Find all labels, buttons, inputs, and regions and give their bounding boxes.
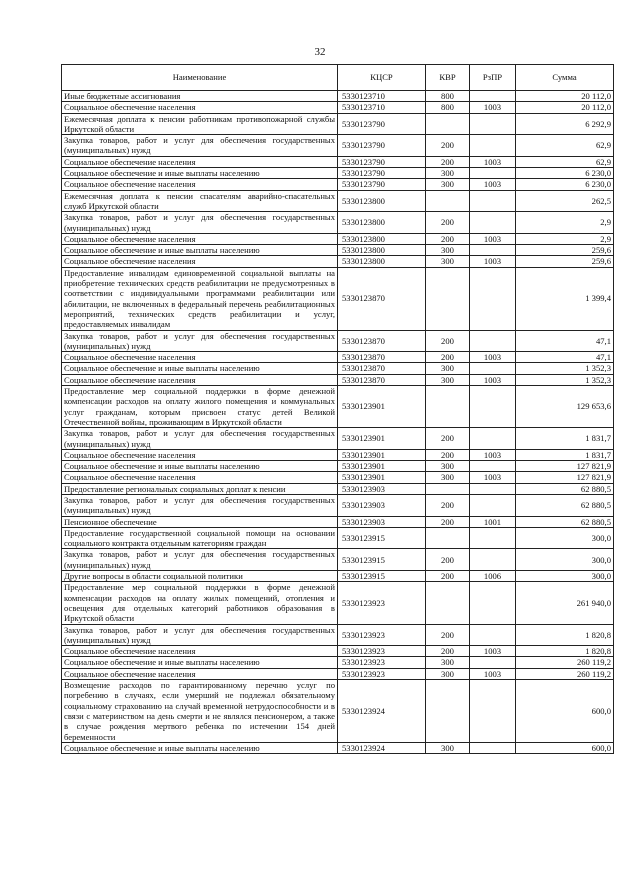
row-kvr-cell <box>426 113 470 135</box>
row-kcsr-cell: 5330123915 <box>338 527 426 549</box>
table-row <box>62 190 614 212</box>
row-kvr-cell: 200 <box>426 516 470 527</box>
table-row <box>62 386 614 428</box>
row-rzpr-cell: 1003 <box>470 179 516 190</box>
header-kcsr: КЦСР <box>338 65 426 91</box>
row-rzpr-cell: 1003 <box>470 472 516 483</box>
header-kvr: КВР <box>426 65 470 91</box>
row-kvr-cell <box>426 527 470 549</box>
row-name-cell: Социальное обеспечение и иные выплаты населению <box>62 742 338 753</box>
row-kcsr-cell: 5330123901 <box>338 428 426 450</box>
row-rzpr-cell <box>470 582 516 624</box>
row-sum-cell: 127 821,9 <box>516 461 614 472</box>
row-rzpr-cell <box>470 680 516 743</box>
row-kvr-cell <box>426 680 470 743</box>
row-rzpr-cell <box>470 190 516 212</box>
table-row <box>62 113 614 135</box>
table-row <box>62 91 614 102</box>
row-kvr-cell: 200 <box>426 156 470 167</box>
table-row <box>62 449 614 460</box>
table-row <box>62 494 614 516</box>
row-name-cell: Социальное обеспечение населения <box>62 646 338 657</box>
row-kcsr-cell: 5330123790 <box>338 135 426 157</box>
row-kcsr-cell: 5330123915 <box>338 571 426 582</box>
row-rzpr-cell <box>470 168 516 179</box>
row-name-cell: Социальное обеспечение и иные выплаты населению <box>62 461 338 472</box>
row-kcsr-cell: 5330123790 <box>338 168 426 179</box>
row-name-cell: Социальное обеспечение и иные выплаты населению <box>62 168 338 179</box>
row-rzpr-cell: 1003 <box>470 374 516 385</box>
row-sum-cell: 127 821,9 <box>516 472 614 483</box>
row-rzpr-cell <box>470 245 516 256</box>
row-kcsr-cell: 5330123800 <box>338 190 426 212</box>
row-name-cell: Закупка товаров, работ и услуг для обеспечения государственных (муниципальных) нужд <box>62 624 338 646</box>
row-kvr-cell: 800 <box>426 102 470 113</box>
row-rzpr-cell: 1006 <box>470 571 516 582</box>
table-row <box>62 483 614 494</box>
row-rzpr-cell <box>470 91 516 102</box>
row-kvr-cell: 300 <box>426 472 470 483</box>
row-kcsr-cell: 5330123710 <box>338 91 426 102</box>
row-name-cell: Социальное обеспечение населения <box>62 668 338 679</box>
row-kcsr-cell: 5330123903 <box>338 516 426 527</box>
row-name-cell: Закупка товаров, работ и услуг для обеспечения государственных (муниципальных) нужд <box>62 330 338 352</box>
row-sum-cell: 6 230,0 <box>516 179 614 190</box>
row-sum-cell: 600,0 <box>516 742 614 753</box>
row-kcsr-cell: 5330123870 <box>338 374 426 385</box>
row-rzpr-cell: 1003 <box>470 352 516 363</box>
table-row <box>62 742 614 753</box>
row-name-cell: Социальное обеспечение населения <box>62 472 338 483</box>
row-kcsr-cell: 5330123901 <box>338 449 426 460</box>
row-sum-cell: 259,6 <box>516 245 614 256</box>
row-name-cell: Предоставление мер социальной поддержки в форме денежной компенсации расходов на оплату жилого помещения и коммунальных услуг гражданам, которым присвоен статус детей Великой Отечественной войны, проживающим в Иркутской области <box>62 386 338 428</box>
row-kcsr-cell: 5330123790 <box>338 156 426 167</box>
row-kvr-cell: 300 <box>426 374 470 385</box>
row-rzpr-cell <box>470 624 516 646</box>
row-kvr-cell: 200 <box>426 135 470 157</box>
row-name-cell: Закупка товаров, работ и услуг для обеспечения государственных (муниципальных) нужд <box>62 135 338 157</box>
row-kvr-cell <box>426 582 470 624</box>
row-name-cell: Другие вопросы в области социальной политики <box>62 571 338 582</box>
row-name-cell: Пенсионное обеспечение <box>62 516 338 527</box>
table-row <box>62 330 614 352</box>
row-kcsr-cell: 5330123800 <box>338 245 426 256</box>
row-kcsr-cell: 5330123923 <box>338 624 426 646</box>
row-kvr-cell: 200 <box>426 549 470 571</box>
row-sum-cell: 261 940,0 <box>516 582 614 624</box>
table-row <box>62 461 614 472</box>
row-rzpr-cell <box>470 527 516 549</box>
row-kcsr-cell: 5330123903 <box>338 494 426 516</box>
row-rzpr-cell: 1003 <box>470 156 516 167</box>
row-kcsr-cell: 5330123923 <box>338 582 426 624</box>
row-sum-cell: 2,9 <box>516 233 614 244</box>
row-rzpr-cell: 1001 <box>470 516 516 527</box>
row-kcsr-cell: 5330123901 <box>338 386 426 428</box>
row-name-cell: Социальное обеспечение населения <box>62 233 338 244</box>
row-kvr-cell: 200 <box>426 233 470 244</box>
row-sum-cell: 47,1 <box>516 352 614 363</box>
row-kvr-cell: 200 <box>426 212 470 234</box>
row-kcsr-cell: 5330123924 <box>338 680 426 743</box>
row-name-cell: Предоставление мер социальной поддержки в форме денежной компенсации расходов на оплату жилых помещений, отопления и освещения для отдельных категорий работников образования в Иркутской области <box>62 582 338 624</box>
table-row <box>62 516 614 527</box>
header-name: Наименование <box>62 65 338 91</box>
row-sum-cell: 1 831,7 <box>516 428 614 450</box>
row-rzpr-cell <box>470 386 516 428</box>
row-name-cell: Ежемесячная доплата к пенсии спасателям аварийно-спасательных служб Иркутской области <box>62 190 338 212</box>
row-name-cell: Закупка товаров, работ и услуг для обеспечения государственных (муниципальных) нужд <box>62 549 338 571</box>
row-kvr-cell: 200 <box>426 352 470 363</box>
budget-table <box>61 64 614 754</box>
table-row <box>62 527 614 549</box>
row-rzpr-cell <box>470 363 516 374</box>
row-name-cell: Социальное обеспечение и иные выплаты населению <box>62 657 338 668</box>
table-row <box>62 657 614 668</box>
row-kvr-cell: 300 <box>426 668 470 679</box>
row-kvr-cell: 200 <box>426 646 470 657</box>
row-rzpr-cell <box>470 113 516 135</box>
table-row <box>62 245 614 256</box>
row-sum-cell: 62 880,5 <box>516 483 614 494</box>
row-sum-cell: 20 112,0 <box>516 102 614 113</box>
row-sum-cell: 6 230,0 <box>516 168 614 179</box>
table-row <box>62 352 614 363</box>
row-sum-cell: 1 820,8 <box>516 624 614 646</box>
row-sum-cell: 1 352,3 <box>516 363 614 374</box>
row-sum-cell: 300,0 <box>516 527 614 549</box>
row-rzpr-cell <box>470 742 516 753</box>
table-header-row <box>62 65 614 91</box>
table-row <box>62 680 614 743</box>
row-name-cell: Ежемесячная доплата к пенсии работникам противопожарной службы Иркутской области <box>62 113 338 135</box>
table-row <box>62 571 614 582</box>
row-kvr-cell: 800 <box>426 91 470 102</box>
table-row <box>62 668 614 679</box>
row-sum-cell: 259,6 <box>516 256 614 267</box>
row-name-cell: Социальное обеспечение населения <box>62 449 338 460</box>
row-kcsr-cell: 5330123870 <box>338 352 426 363</box>
row-name-cell: Закупка товаров, работ и услуг для обеспечения государственных (муниципальных) нужд <box>62 428 338 450</box>
row-kvr-cell: 300 <box>426 461 470 472</box>
row-kvr-cell <box>426 483 470 494</box>
row-kvr-cell: 200 <box>426 449 470 460</box>
row-sum-cell: 1 820,8 <box>516 646 614 657</box>
row-name-cell: Закупка товаров, работ и услуг для обеспечения государственных (муниципальных) нужд <box>62 212 338 234</box>
row-rzpr-cell <box>470 330 516 352</box>
row-kvr-cell <box>426 386 470 428</box>
table-body <box>62 91 614 754</box>
table-row <box>62 582 614 624</box>
table-row <box>62 102 614 113</box>
row-kcsr-cell: 5330123901 <box>338 461 426 472</box>
row-sum-cell: 62,9 <box>516 156 614 167</box>
row-rzpr-cell <box>470 212 516 234</box>
table-row <box>62 646 614 657</box>
row-kcsr-cell: 5330123870 <box>338 267 426 330</box>
row-name-cell: Предоставление региональных социальных доплат к пенсии <box>62 483 338 494</box>
table-row <box>62 549 614 571</box>
row-sum-cell: 262,5 <box>516 190 614 212</box>
row-sum-cell: 600,0 <box>516 680 614 743</box>
row-kcsr-cell: 5330123923 <box>338 657 426 668</box>
row-sum-cell: 260 119,2 <box>516 657 614 668</box>
table-row <box>62 374 614 385</box>
row-name-cell: Социальное обеспечение населения <box>62 374 338 385</box>
row-kvr-cell <box>426 190 470 212</box>
row-kvr-cell <box>426 267 470 330</box>
page-number: 32 <box>314 46 326 58</box>
row-sum-cell: 1 399,4 <box>516 267 614 330</box>
row-name-cell: Социальное обеспечение и иные выплаты населению <box>62 363 338 374</box>
row-kcsr-cell: 5330123790 <box>338 179 426 190</box>
row-sum-cell: 6 292,9 <box>516 113 614 135</box>
table-row <box>62 363 614 374</box>
row-sum-cell: 20 112,0 <box>516 91 614 102</box>
table-row <box>62 472 614 483</box>
table-row <box>62 212 614 234</box>
table-row <box>62 233 614 244</box>
row-kvr-cell: 200 <box>426 571 470 582</box>
row-kcsr-cell: 5330123915 <box>338 549 426 571</box>
row-sum-cell: 62 880,5 <box>516 516 614 527</box>
row-name-cell: Закупка товаров, работ и услуг для обеспечения государственных (муниципальных) нужд <box>62 494 338 516</box>
row-name-cell: Социальное обеспечение населения <box>62 102 338 113</box>
row-rzpr-cell <box>470 494 516 516</box>
row-kcsr-cell: 5330123800 <box>338 212 426 234</box>
row-rzpr-cell: 1003 <box>470 646 516 657</box>
table-row <box>62 256 614 267</box>
row-rzpr-cell: 1003 <box>470 449 516 460</box>
table-row <box>62 179 614 190</box>
table-row <box>62 168 614 179</box>
row-name-cell: Социальное обеспечение населения <box>62 352 338 363</box>
row-rzpr-cell: 1003 <box>470 256 516 267</box>
row-rzpr-cell: 1003 <box>470 233 516 244</box>
table-row <box>62 267 614 330</box>
row-kvr-cell: 300 <box>426 657 470 668</box>
row-sum-cell: 260 119,2 <box>516 668 614 679</box>
row-kcsr-cell: 5330123901 <box>338 472 426 483</box>
row-kcsr-cell: 5330123790 <box>338 113 426 135</box>
row-kvr-cell: 300 <box>426 256 470 267</box>
row-rzpr-cell <box>470 135 516 157</box>
row-rzpr-cell <box>470 428 516 450</box>
row-sum-cell: 62,9 <box>516 135 614 157</box>
row-sum-cell: 300,0 <box>516 549 614 571</box>
row-kcsr-cell: 5330123710 <box>338 102 426 113</box>
header-sum: Сумма <box>516 65 614 91</box>
row-rzpr-cell <box>470 549 516 571</box>
row-name-cell: Социальное обеспечение населения <box>62 156 338 167</box>
row-kcsr-cell: 5330123870 <box>338 363 426 374</box>
row-sum-cell: 129 653,6 <box>516 386 614 428</box>
row-kvr-cell: 300 <box>426 179 470 190</box>
row-kcsr-cell: 5330123800 <box>338 233 426 244</box>
row-kvr-cell: 200 <box>426 494 470 516</box>
table-row <box>62 624 614 646</box>
row-kcsr-cell: 5330123903 <box>338 483 426 494</box>
row-kcsr-cell: 5330123923 <box>338 668 426 679</box>
row-sum-cell: 1 352,3 <box>516 374 614 385</box>
row-rzpr-cell: 1003 <box>470 102 516 113</box>
row-name-cell: Социальное обеспечение и иные выплаты населению <box>62 245 338 256</box>
row-name-cell: Предоставление государственной социальной помощи на основании социального контракта отдельным категориям граждан <box>62 527 338 549</box>
table-row <box>62 135 614 157</box>
row-rzpr-cell <box>470 483 516 494</box>
row-kvr-cell: 300 <box>426 742 470 753</box>
row-kcsr-cell: 5330123923 <box>338 646 426 657</box>
row-rzpr-cell: 1003 <box>470 668 516 679</box>
row-kvr-cell: 200 <box>426 330 470 352</box>
row-rzpr-cell <box>470 657 516 668</box>
row-kcsr-cell: 5330123870 <box>338 330 426 352</box>
row-name-cell: Предоставление инвалидам единовременной социальной выплаты на приобретение технических средств реабилитации не предусмотренных в соответствии с индивидуальными программами реабилитации или абилитации, не включенных в федеральный перечень реабилитационных мероприятий, технических средств реабилитации и услуг, предоставляемых инвалидам <box>62 267 338 330</box>
row-sum-cell: 2,9 <box>516 212 614 234</box>
row-rzpr-cell <box>470 267 516 330</box>
row-kcsr-cell: 5330123924 <box>338 742 426 753</box>
row-name-cell: Социальное обеспечение населения <box>62 179 338 190</box>
row-name-cell: Иные бюджетные ассигнования <box>62 91 338 102</box>
table-row <box>62 156 614 167</box>
row-sum-cell: 1 831,7 <box>516 449 614 460</box>
row-sum-cell: 62 880,5 <box>516 494 614 516</box>
row-rzpr-cell <box>470 461 516 472</box>
table-row <box>62 428 614 450</box>
row-kvr-cell: 200 <box>426 428 470 450</box>
row-name-cell: Социальное обеспечение населения <box>62 256 338 267</box>
row-kcsr-cell: 5330123800 <box>338 256 426 267</box>
row-sum-cell: 47,1 <box>516 330 614 352</box>
row-kvr-cell: 300 <box>426 363 470 374</box>
row-name-cell: Возмещение расходов по гарантированному перечню услуг по погребению в случаях, если умерший не подлежал обязательному социальному страхованию на случай временной нетрудоспособности и в связи с материнством на день смерти и не являлся пенсионером, а также в случае рождения мертвого ребенка по истечении 154 дней беременности <box>62 680 338 743</box>
row-kvr-cell: 200 <box>426 624 470 646</box>
row-sum-cell: 300,0 <box>516 571 614 582</box>
row-kvr-cell: 300 <box>426 245 470 256</box>
row-kvr-cell: 300 <box>426 168 470 179</box>
header-rzpr: РзПР <box>470 65 516 91</box>
